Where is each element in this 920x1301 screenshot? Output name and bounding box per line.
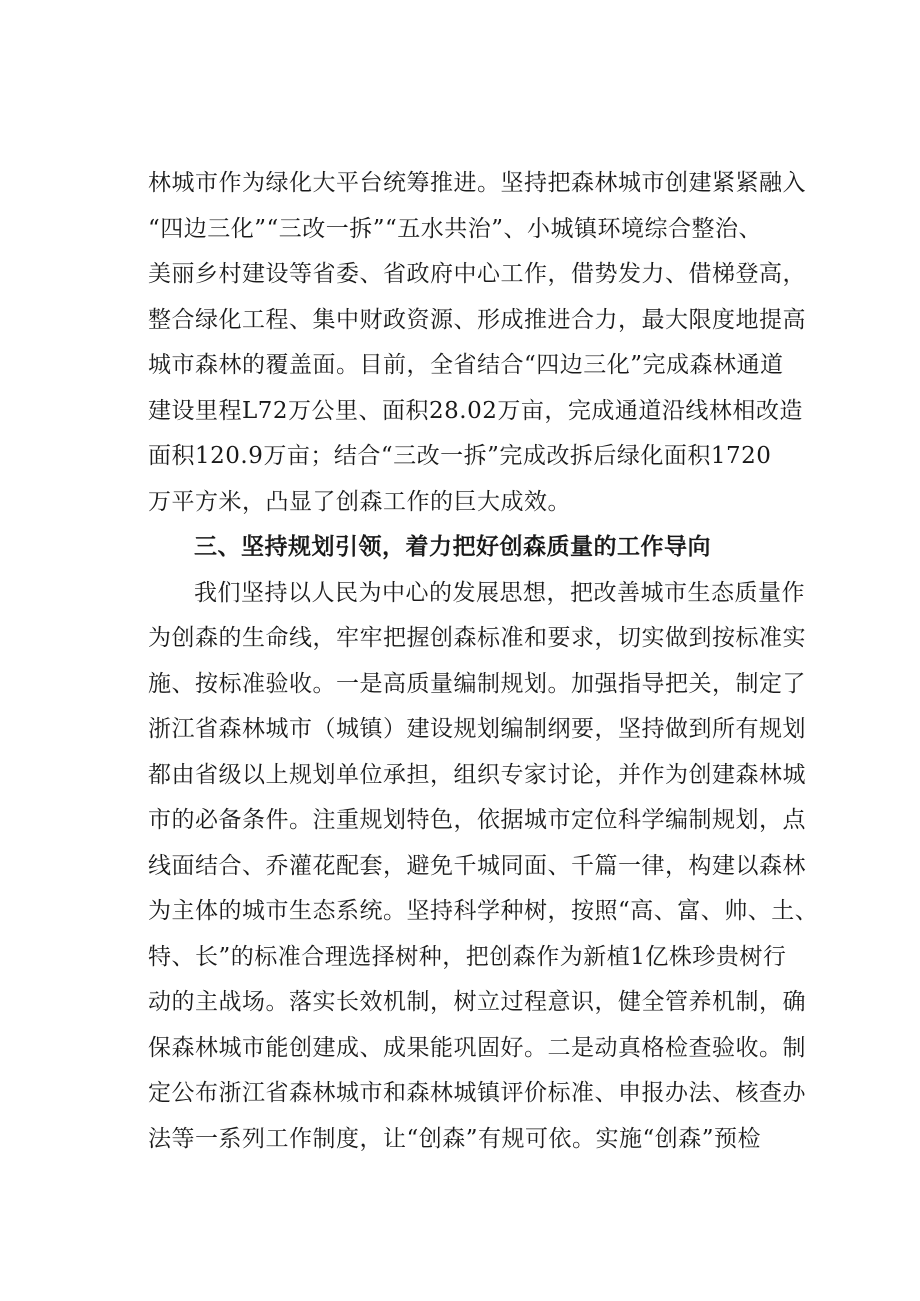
paragraph2-line-6: 市的必备条件。注重规划特色，依据城市定位科学编制规划，点 <box>148 807 806 833</box>
paragraph2-line-3: 施、按标准验收。一是高质量编制规划。加强指导把关，制定了 <box>148 671 806 697</box>
paragraph1-line-7: 面积120.9万亩；结合“三改一拆”完成改拆后绿化面积1720 <box>148 443 772 469</box>
paragraph1-line-6: 建设里程L72万公里、面积28.02万亩，完成通道沿线林相改造 <box>148 398 803 424</box>
paragraph2-line-12: 定公布浙江省森林城市和森林城镇评价标准、申报办法、核查办 <box>148 1080 806 1106</box>
paragraph2-line-7: 线面结合、乔灌花配套，避免千城同面、千篇一律，构建以森林 <box>148 853 806 879</box>
section-heading: 三、坚持规划引领，着力把好创森质量的工作导向 <box>194 534 711 560</box>
paragraph1-line-1: 林城市作为绿化大平台统筹推进。坚持把森林城市创建紧紧融入 <box>148 170 806 196</box>
paragraph2-line-9: 特、长”的标准合理选择树种，把创森作为新植1亿株珍贵树行 <box>148 944 787 970</box>
paragraph2-line-5: 都由省级以上规划单位承担，组织专家讨论，并作为创建森林城 <box>148 762 806 788</box>
paragraph2-line-13: 法等一系列工作制度，让“创森”有规可依。实施“创森”预检 <box>148 1126 762 1152</box>
paragraph2-line-10: 动的主战场。落实长效机制，树立过程意识，健全管养机制，确 <box>148 989 806 1015</box>
paragraph2-line-2: 为创森的生命线，牢牢把握创森标准和要求，切实做到按标准实 <box>148 625 806 651</box>
paragraph2-line-8: 为主体的城市生态系统。坚持科学种树，按照“高、富、帅、土、 <box>148 898 819 924</box>
paragraph1-line-8: 万平方米，凸显了创森工作的巨大成效。 <box>148 489 571 515</box>
paragraph1-line-3: 美丽乡村建设等省委、省政府中心工作，借势发力、借梯登高， <box>148 261 806 287</box>
paragraph1-line-4: 整合绿化工程、集中财政资源、形成推进合力，最大限度地提高 <box>148 307 806 333</box>
paragraph2-line-4: 浙江省森林城市（城镇）建设规划编制纲要，坚持做到所有规划 <box>148 716 806 742</box>
paragraph1-line-5: 城市森林的覆盖面。目前，全省结合“四边三化”完成森林通道 <box>148 352 784 378</box>
paragraph2-line-1: 我们坚持以人民为中心的发展思想，把改善城市生态质量作 <box>194 580 805 606</box>
paragraph1-line-2: “四边三化”“三改一拆”“五水共治”、小城镇环境综合整治、 <box>148 216 763 242</box>
paragraph2-line-11: 保森林城市能创建成、成果能巩固好。二是动真格检查验收。制 <box>148 1035 806 1061</box>
